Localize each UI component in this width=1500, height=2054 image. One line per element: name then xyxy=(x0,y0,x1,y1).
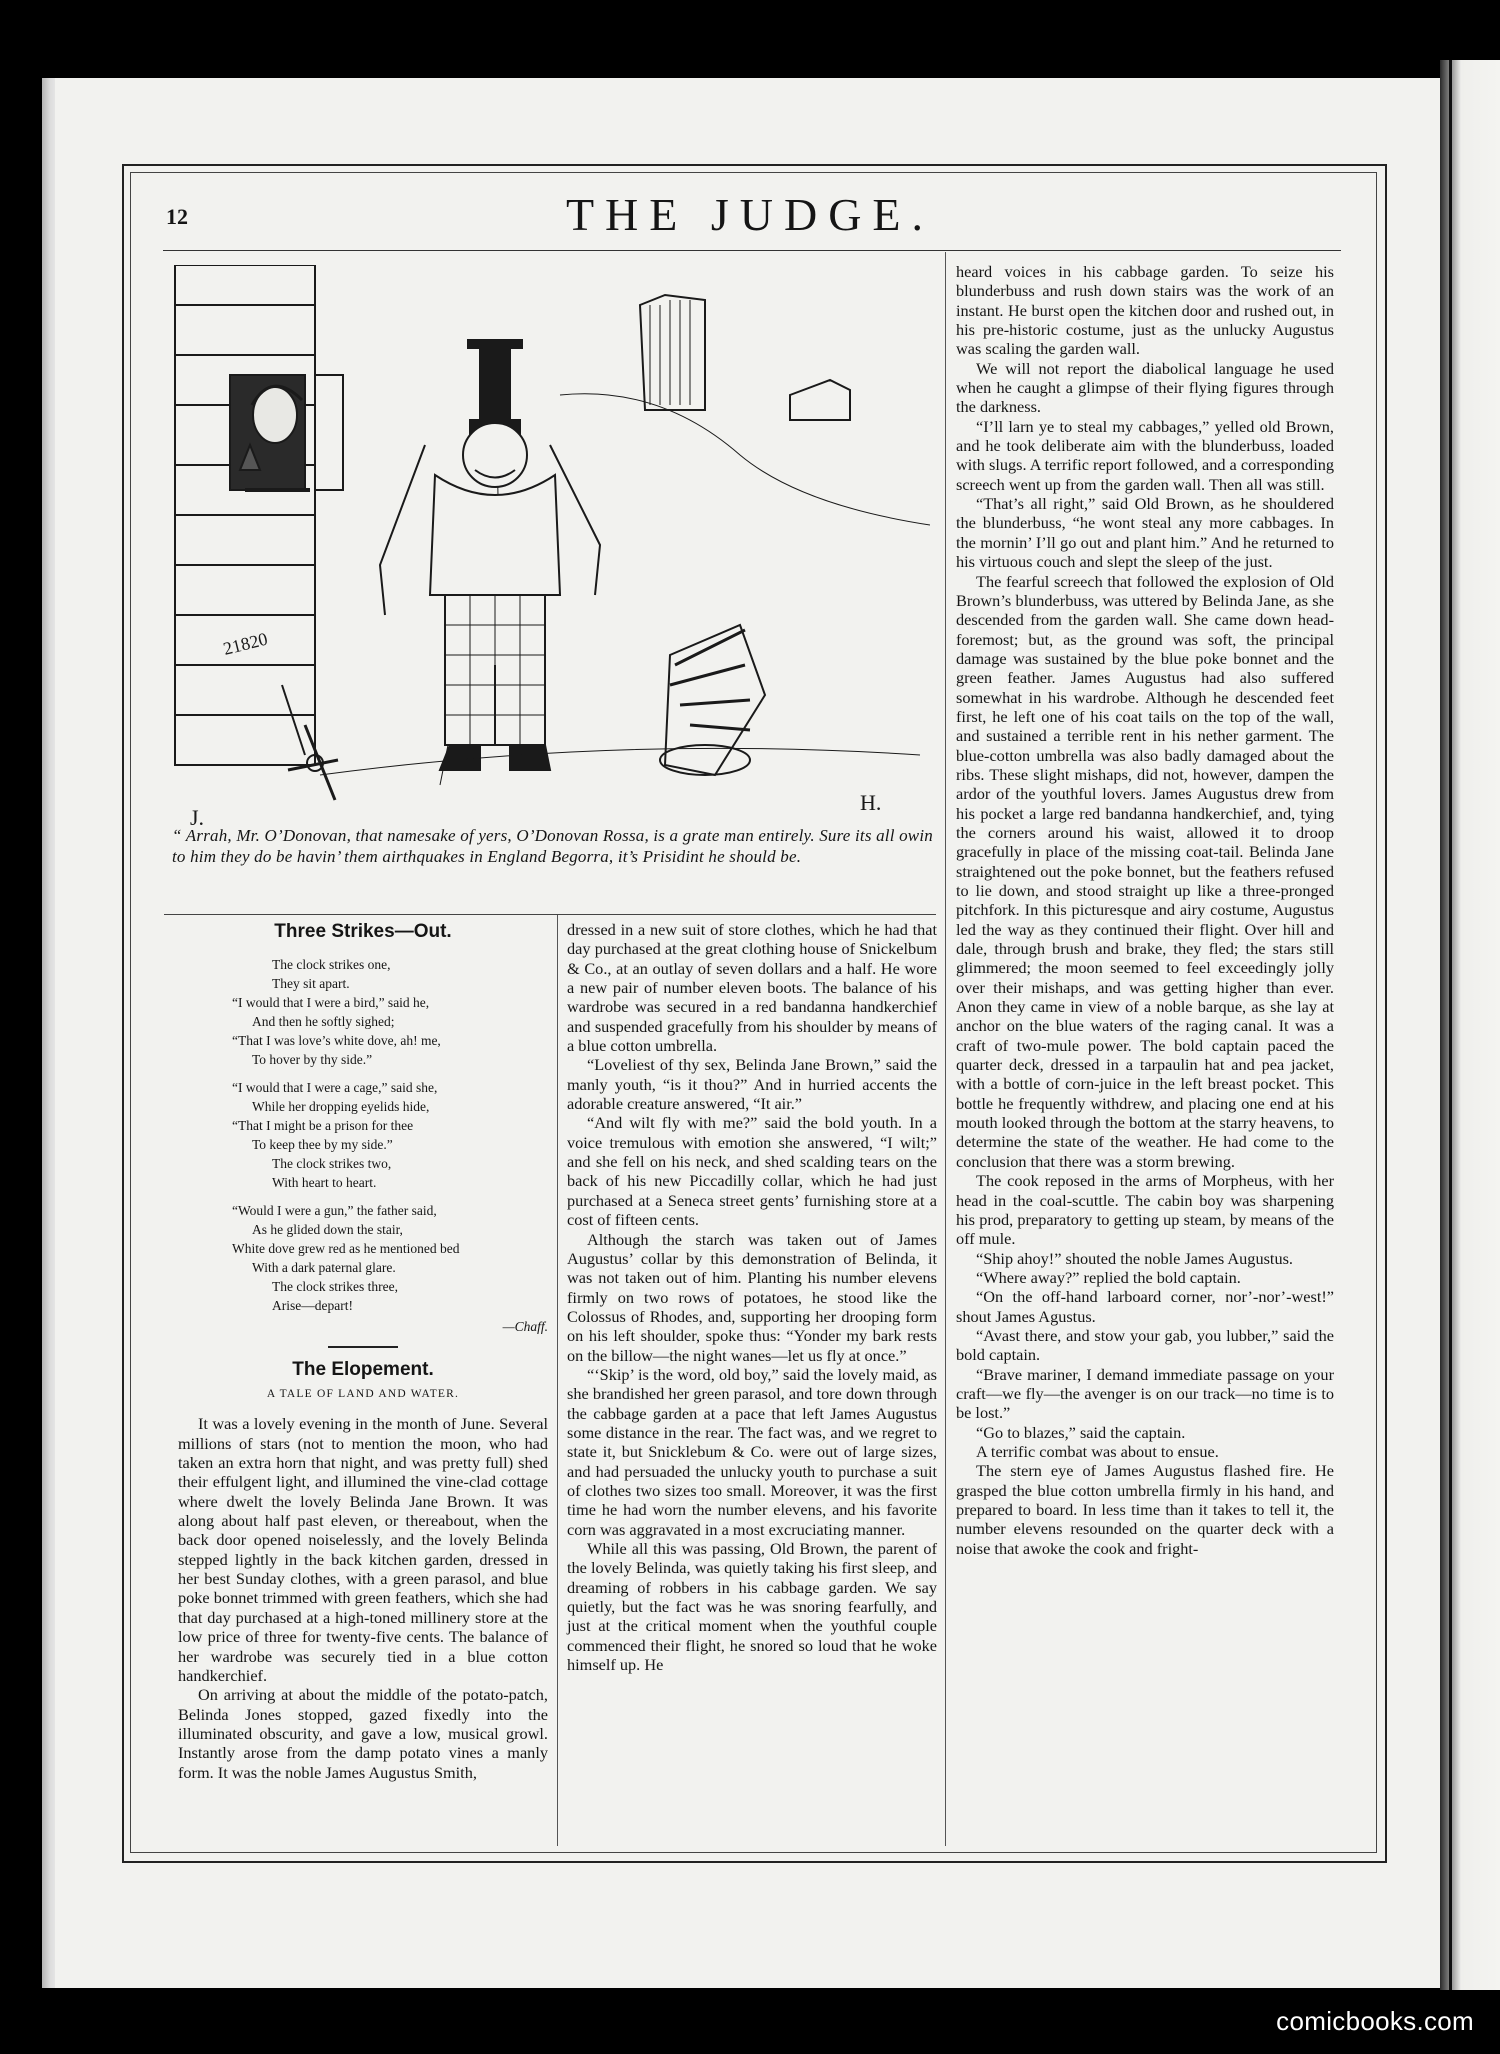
poem-line: “That I was love’s white dove, ah! me, xyxy=(232,1033,441,1049)
poem-line: The clock strikes three, xyxy=(272,1279,398,1295)
cartoon-caption: “ Arrah, Mr. O’Donovan, that namesake of yers, O’Donovan Rossa, is a grate man entirely. Sure its all owin to him they do be havin’ them airthquakes in England Begorra, it’s Prisidint he should be. xyxy=(172,826,933,866)
story-paragraph: “Loveliest of thy sex, Belinda Jane Brown,” said the manly youth, “is it thou?” And in hurried accents the adorable creature answered, “It air.” xyxy=(567,1055,937,1114)
header-rule xyxy=(163,250,1341,251)
poem-line: As he glided down the stair, xyxy=(252,1222,403,1238)
story-paragraph: dressed in a new suit of store clothes, which he had that day purchased at the great clothing house of Snickelbum & Co., at an outlay of seven dollars and a half. He wore a new pair of number eleven boots. The balance of his wardrobe was secured in a red bandanna handkerchief and suspended gracefully from his shoulder by means of a blue cotton umbrella. xyxy=(567,920,937,1056)
story-paragraph: “Brave mariner, I demand immediate passage on your craft—we fly—the avenger is on our track—no time is to be lost.” xyxy=(956,1364,1334,1423)
story-subtitle: A TALE OF LAND AND WATER. xyxy=(266,1388,460,1401)
cartoon-illustration xyxy=(170,265,930,825)
story-paragraph: “I’ll larn ye to steal my cabbages,” yelled old Brown, and he took deliberate aim with the blunderbuss, loaded with slugs. A terrific report followed, and a corresponding screech went up from the garden wall. Then all was still. xyxy=(956,416,1334,494)
story-paragraph: “On the off-hand larboard corner, nor’-nor’-west!” shout James Agustus. xyxy=(956,1287,1334,1326)
story-title: The Elopement. xyxy=(292,1358,434,1380)
poem-line: Arise—depart! xyxy=(272,1298,353,1314)
cartoon-signature-right: H. xyxy=(860,790,882,815)
story-paragraph: It was a lovely evening in the month of June. Several millions of stars (not to mention the moon, who had taken an extra horn that night, and was pretty full) shed their effulgent light, and illumined the vine-clad cottage where dwelt the lovely Belinda Jane Brown. It was along about half past eleven, or thereabout, when the back door opened noiselessly, and the lovely Belinda stepped lightly in the back kitchen garden, dressed in her best Sunday clothes, with a green parasol, and blue poke bonnet trimmed with green feathers, which she had that day purchased at a high-toned millinery store at the low price of three for twenty-five cents. The balance of her wardrobe was securely tied in a blue cotton handkerchief. xyxy=(178,1414,548,1685)
story-paragraph: “Ship ahoy!” shouted the noble James Augustus. xyxy=(976,1248,1293,1268)
story-paragraph: The cook reposed in the arms of Morpheus, with her head in the coal-scuttle. The cabin boy was sharpening his prod, preparatory to getting up steam, by means of the off mule. xyxy=(956,1171,1334,1249)
story-paragraph: The fearful screech that followed the explosion of Old Brown’s blunderbuss, was uttered by Belinda Jane, as she descended from the garden wall. She came down head-foremost; but, as the ground was soft, the principal damage was sustained by the blue poke bonnet and the green feather. James Augustus had also suffered somewhat in his wardrobe. Although he descended feet first, he left one of his coat tails on the top of the wall, and sustained a terrible rent in his nether garment. The blue-cotton umbrella was also badly damaged about the ribs. These slight mishaps, did not, however, dampen the ardor of the youthful lovers. James Augustus drew from his pocket a large red bandanna handkerchief, and, tying the corners around his waist, allowed it to droop gracefully in place of the missing coat-tail. Belinda Jane straightened out the poke bonnet, but the feathers refused to lie down, and stood straight up like a three-pronged pitchfork. In this picturesque and airy costume, Augustus led the way as they continued their flight. Over hill and dale, through brush and brake, they fled; the stars still glimmered; the moon seemed to feel exceedingly jolly over their mishaps, and was getting higher than ever. Anon they came in view of a noble barque, as she lay at anchor on the blue waters of the raging canal. It was a craft of two-mule power. The bold captain paced the quarter deck, dressed in a tarpaulin hat and pea jacket, with a bottle of corn-juice in the left breast pocket. This bottle he frequently withdrew, and placing one end at his mouth looked through the bottom at the starry heavens, to determine the state of the weather. He had come to the conclusion that there was a storm brewing. xyxy=(956,571,1334,1171)
column-3 xyxy=(956,262,1334,1558)
poem-line: And then he softly sighed; xyxy=(252,1014,395,1030)
poem-line: With heart to heart. xyxy=(272,1175,377,1191)
section-rule xyxy=(328,1346,398,1348)
story-paragraph: We will not report the diabolical language he used when he caught a glimpse of their flying figures through the darkness. xyxy=(956,358,1334,417)
page-number: 12 xyxy=(166,204,188,229)
poem-line: They sit apart. xyxy=(272,976,350,992)
poem-line: With a dark paternal glare. xyxy=(252,1260,396,1276)
adjacent-page-line xyxy=(1449,60,1452,1990)
poem-line: The clock strikes one, xyxy=(272,957,391,973)
poem xyxy=(232,955,548,1315)
story-paragraph: heard voices in his cabbage garden. To seize his blunderbuss and rush down stairs was the work of an instant. He burst open the kitchen door and rushed out, in his pre-historic costume, just as the unlucky Augustus was scaling the garden wall. xyxy=(956,262,1334,359)
cartoon-sign-date: 21820 xyxy=(221,628,270,659)
caption-rule xyxy=(164,914,936,915)
poem-line: The clock strikes two, xyxy=(272,1156,392,1172)
poem-line: White dove grew red as he mentioned bed xyxy=(232,1241,460,1257)
story-paragraph: On arriving at about the middle of the potato-patch, Belinda Jones stopped, gazed fixedly into the illuminated obscurity, and gave a low, musical growl. Instantly arose from the damp potato vines a manly form. It was the noble James Augustus Smith, xyxy=(178,1685,548,1782)
poem-attribution: —Chaff. xyxy=(502,1319,548,1335)
story-paragraph: “‘Skip’ is the word, old boy,” said the lovely maid, as she brandished her green parasol, and tore down through the cabbage garden at a pace that left James Augustus some distance in the rear. The fact was, and we regret to state it, but Snicklebum & Co. were out of large sizes, and had persuaded the unlucky youth to purchase a suit of clothes two sizes too small. Moreover, it was the first time he had worn the number elevens, and his favorite corn was aggravated in a most excruciating manner. xyxy=(567,1364,937,1539)
column-rule-middle xyxy=(557,915,558,1846)
masthead-title: THE JUDGE. xyxy=(565,189,935,240)
story-paragraph: “Avast there, and stow your gab, you lubber,” said the bold captain. xyxy=(956,1325,1334,1365)
watermark: comicbooks.com xyxy=(1276,2006,1474,2036)
story-paragraph: “Go to blazes,” said the captain. xyxy=(976,1422,1186,1442)
story-paragraph: A terrific combat was about to ensue. xyxy=(976,1441,1219,1461)
poem-line: “I would that I were a bird,” said he, xyxy=(232,995,430,1011)
poem-line: “I would that I were a cage,” said she, xyxy=(232,1080,438,1096)
poem-line: “That I might be a prison for thee xyxy=(232,1118,414,1134)
story-paragraph: “Where away?” replied the bold captain. xyxy=(976,1267,1241,1287)
cartoon-signature-left: J. xyxy=(190,805,205,825)
story-paragraph: “And wilt fly with me?” said the bold youth. In a voice tremulous with emotion she answered, “I wilt;” and she fell on his neck, and shed scalding tears on the back of his new Piccadilly collar, which he had just purchased at a Seneca street gents’ furnishing store at a cost of fifteen cents. xyxy=(567,1113,937,1230)
poem-line: “Would I were a gun,” the father said, xyxy=(232,1203,437,1219)
poem-title: Three Strikes—Out. xyxy=(274,921,452,942)
poem-line: To keep thee by my side.” xyxy=(252,1137,393,1153)
story-paragraph: While all this was passing, Old Brown, the parent of the lovely Belinda, was quietly taking his first sleep, and dreaming of robbers in his cabbage garden. We say quietly, but the fact was he was snoring fearfully, and just at the critical moment when the youthful couple commenced their flight, he snored so loud that he woke himself up. He xyxy=(567,1539,937,1675)
poem-line: While her dropping eyelids hide, xyxy=(252,1099,430,1115)
column-rule-right xyxy=(945,252,946,1846)
column-1 xyxy=(178,922,548,1782)
story-paragraph: Although the starch was taken out of James Augustus’ collar by this demonstration of Belinda, it was not taken out of him. Planting his number elevens firmly on two rows of potatoes, he stood like the Colossus of Rhodes, and, supporting her drooping form on his left shoulder, spoke thus: “Yonder my bark rests on the billow—the night wanes—let us fly at once.” xyxy=(567,1229,937,1365)
story-paragraph: “That’s all right,” said Old Brown, as he shouldered the blunderbuss, “he wont steal any more cabbages. In the mornin’ I’ll go out and plant him.” And he returned to his virtuous couch and slept the sleep of the just. xyxy=(956,494,1334,572)
poem-line: To hover by thy side.” xyxy=(252,1052,373,1068)
story-paragraph: The stern eye of James Augustus flashed fire. He grasped the blue cotton umbrella firmly in his hand, and prepared to board. In less time than it takes to tell it, the number elevens resounded on the quarter deck with a noise that awoke the cook and fright- xyxy=(956,1461,1334,1558)
column-2 xyxy=(567,920,937,1674)
